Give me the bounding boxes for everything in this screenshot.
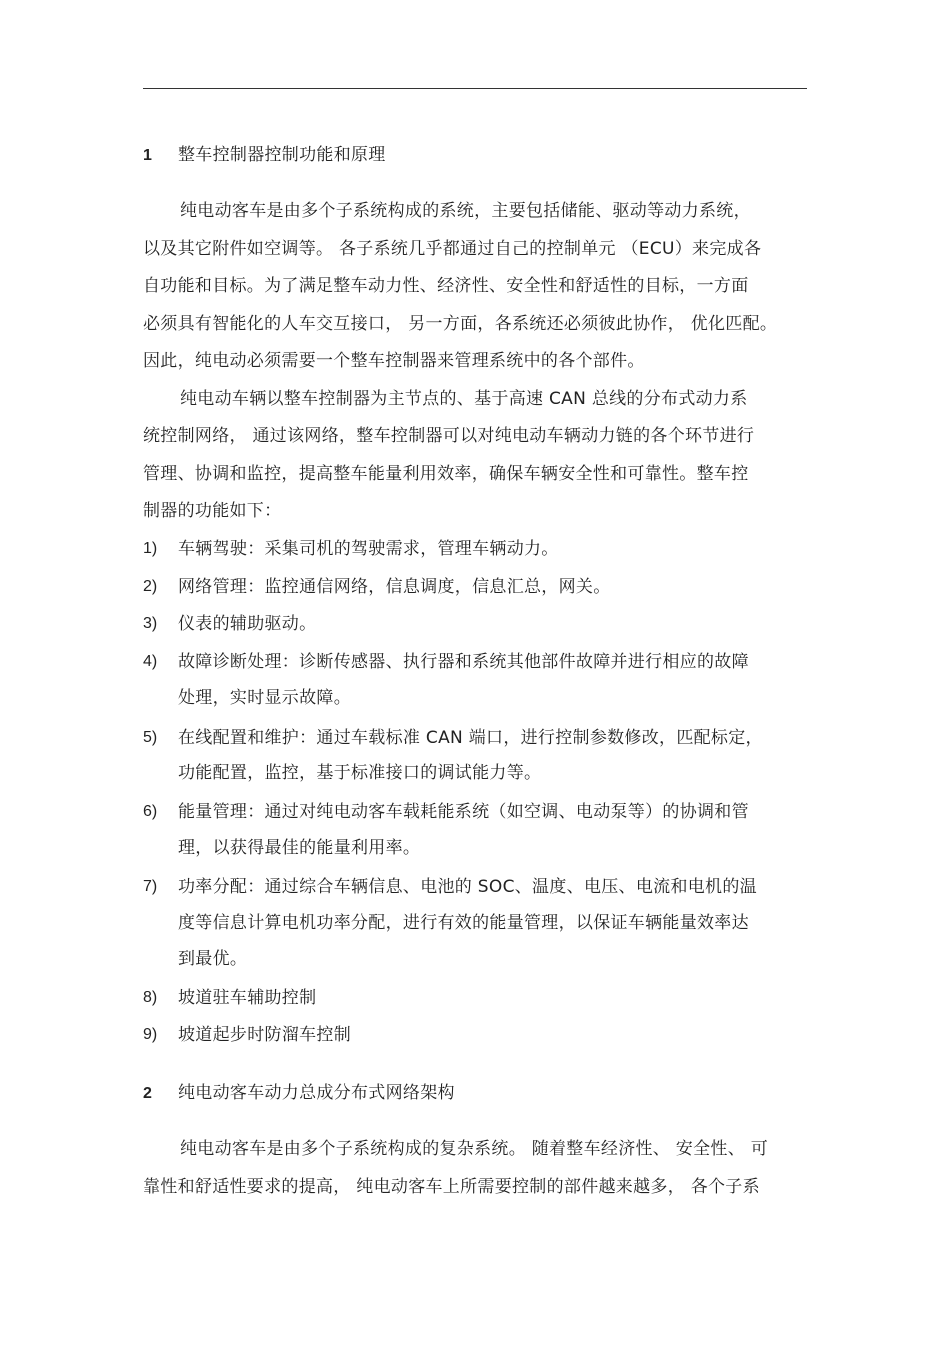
s1-p1-line-3: 自功能和目标。为了满足整车动力性、经济性、安全性和舒适性的目标，一方面 xyxy=(143,276,749,296)
list-item-9-number: 9) xyxy=(143,1026,158,1043)
section-2-title: 纯电动客车动力总成分布式网络架构 xyxy=(178,1083,455,1103)
list-item-2-text: 网络管理：监控通信网络，信息调度，信息汇总，网关。 xyxy=(178,577,611,597)
section-1-number: 1 xyxy=(143,147,152,164)
list-item-1-text: 车辆驾驶：采集司机的驾驶需求，管理车辆动力。 xyxy=(178,539,559,559)
list-item-2-number: 2) xyxy=(143,578,158,595)
list-item-6-number: 6) xyxy=(143,803,158,820)
list-item-1-number: 1) xyxy=(143,540,158,557)
s1-p1-line-2: 以及其它附件如空调等。 各子系统几乎都通过自己的控制单元 （ECU）来完成各 xyxy=(143,239,762,259)
list-item-4-text-1: 故障诊断处理：诊断传感器、执行器和系统其他部件故障并进行相应的故障 xyxy=(178,652,749,672)
section-1-title: 整车控制器控制功能和原理 xyxy=(178,145,386,165)
list-item-7-text-1: 功率分配：通过综合车辆信息、电池的 SOC、温度、电压、电流和电机的温 xyxy=(178,877,757,897)
list-item-7-text-2: 度等信息计算电机功率分配，进行有效的能量管理，以保证车辆能量效率达 xyxy=(178,913,749,933)
s2-p1-line-2: 靠性和舒适性要求的提高， 纯电动客车上所需要控制的部件越来越多， 各个子系 xyxy=(143,1177,760,1197)
s1-p2-line-2: 统控制网络， 通过该网络，整车控制器可以对纯电动车辆动力链的各个环节进行 xyxy=(143,426,755,446)
s2-p1-line-1: 纯电动客车是由多个子系统构成的复杂系统。 随着整车经济性、 安全性、 可 xyxy=(180,1139,769,1159)
list-item-3-number: 3) xyxy=(143,615,158,632)
list-item-3-text: 仪表的辅助驱动。 xyxy=(178,614,317,634)
list-item-4-number: 4) xyxy=(143,653,158,670)
list-item-7-text-3: 到最优。 xyxy=(178,949,248,969)
list-item-5-text-2: 功能配置，监控，基于标准接口的调试能力等。 xyxy=(178,763,542,783)
list-item-8-number: 8) xyxy=(143,989,158,1006)
list-item-9-text: 坡道起步时防溜车控制 xyxy=(178,1025,351,1045)
list-item-5-number: 5) xyxy=(143,729,158,746)
s1-p1-line-4: 必须具有智能化的人车交互接口， 另一方面，各系统还必须彼此协作， 优化匹配。 xyxy=(143,314,778,334)
s1-p2-line-3: 管理、协调和监控，提高整车能量利用效率，确保车辆安全性和可靠性。整车控 xyxy=(143,464,749,484)
s1-p2-line-1: 纯电动车辆以整车控制器为主节点的、基于高速 CAN 总线的分布式动力系 xyxy=(180,389,748,409)
s1-p1-line-5: 因此，纯电动必须需要一个整车控制器来管理系统中的各个部件。 xyxy=(143,351,645,371)
list-item-5-text-1: 在线配置和维护：通过车载标准 CAN 端口，进行控制参数修改，匹配标定， xyxy=(178,728,763,748)
list-item-6-text-1: 能量管理：通过对纯电动客车载耗能系统（如空调、电动泵等）的协调和管 xyxy=(178,802,749,822)
list-item-6-text-2: 理，以获得最佳的能量利用率。 xyxy=(178,838,421,858)
s1-p1-line-1: 纯电动客车是由多个子系统构成的系统，主要包括储能、驱动等动力系统， xyxy=(180,201,751,221)
s1-p2-line-4: 制器的功能如下： xyxy=(143,501,282,521)
section-2-number: 2 xyxy=(143,1085,152,1102)
list-item-8-text: 坡道驻车辅助控制 xyxy=(178,988,317,1008)
list-item-4-text-2: 处理，实时显示故障。 xyxy=(178,688,351,708)
header-rule xyxy=(143,88,807,89)
list-item-7-number: 7) xyxy=(143,878,158,895)
